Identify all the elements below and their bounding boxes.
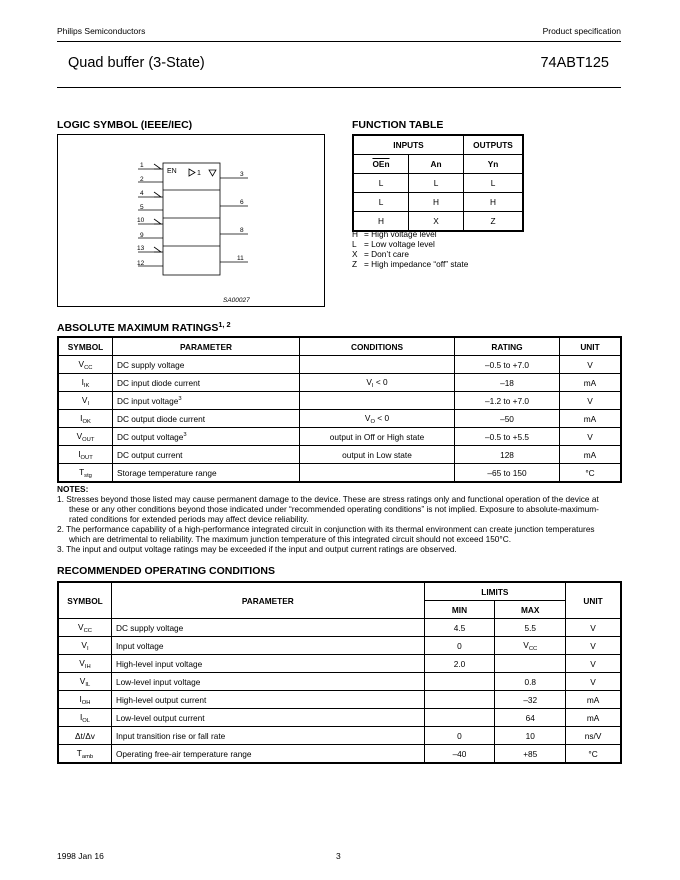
symbol: I bbox=[79, 711, 83, 722]
symbol-cell bbox=[58, 374, 113, 392]
symbol-cell bbox=[58, 709, 111, 727]
buffer-triangle-icon bbox=[189, 169, 195, 176]
cell: X bbox=[409, 212, 464, 232]
parameter-cell: Low-level input voltage bbox=[111, 673, 424, 691]
symbol-cell bbox=[58, 356, 113, 374]
parameter: DC output voltage bbox=[117, 431, 184, 442]
note: 3. The input and output voltage ratings may be exceeded if the input and output current ratings are observed. bbox=[57, 544, 457, 554]
min-cell bbox=[424, 691, 495, 709]
three-state-icon bbox=[209, 170, 216, 176]
function-table-heading: FUNCTION TABLE bbox=[352, 119, 444, 131]
symbol-cell bbox=[58, 446, 113, 464]
unit-cell: mA bbox=[566, 709, 621, 727]
conditions-cell bbox=[300, 446, 455, 464]
rating-cell: 128 bbox=[455, 446, 560, 464]
footer-date: 1998 Jan 16 bbox=[57, 851, 104, 861]
page-title: Quad buffer (3-State) bbox=[68, 55, 205, 71]
footer-page: 3 bbox=[336, 851, 341, 861]
symbol-cell bbox=[58, 464, 113, 483]
cell: Z bbox=[464, 212, 524, 232]
cell: H bbox=[353, 212, 409, 232]
col-oe-label: $\overline{OEn}$ bbox=[372, 159, 390, 169]
rating-cell: –65 to 150 bbox=[455, 464, 560, 483]
symbol: V bbox=[79, 657, 85, 668]
table-row bbox=[58, 727, 621, 745]
conditions: output in Off or High state bbox=[329, 431, 425, 442]
parameter: DC output current bbox=[117, 449, 183, 460]
unit-cell: V bbox=[560, 356, 622, 374]
max-cell bbox=[495, 619, 566, 637]
min-cell bbox=[424, 673, 495, 691]
input-pin: 5 bbox=[140, 204, 144, 211]
max-value: –32 bbox=[523, 694, 538, 705]
table-row bbox=[353, 193, 523, 212]
unit-cell: ns/V bbox=[566, 727, 621, 745]
min-cell bbox=[424, 709, 495, 727]
unit-cell: V bbox=[566, 673, 621, 691]
conditions-cell bbox=[300, 356, 455, 374]
table-row bbox=[58, 356, 621, 374]
conditions-rest: < 0 bbox=[374, 412, 390, 423]
symbol-sub: IL bbox=[85, 681, 91, 688]
table-row bbox=[58, 745, 621, 764]
max-value: 5.5 bbox=[524, 622, 537, 633]
cell: H bbox=[409, 193, 464, 212]
unit-cell: V bbox=[560, 428, 622, 446]
symbol-sub: OL bbox=[82, 717, 90, 724]
unit-cell: mA bbox=[560, 410, 622, 428]
table-row bbox=[58, 637, 621, 655]
rating-cell: –1.2 to +7.0 bbox=[455, 392, 560, 410]
output-pin: 3 bbox=[240, 171, 244, 178]
input-pin: 10 bbox=[137, 217, 145, 224]
logic-symbol-frame bbox=[57, 134, 325, 307]
symbol-sub: IH bbox=[84, 663, 91, 670]
cell: H bbox=[464, 193, 524, 212]
output-pin: 8 bbox=[240, 227, 244, 234]
col-oe bbox=[353, 155, 409, 174]
unit-cell: V bbox=[566, 637, 621, 655]
max-cell bbox=[495, 637, 566, 655]
symbol: Δt/Δv bbox=[75, 730, 95, 741]
conditions-cell bbox=[300, 374, 455, 392]
input-pin: 4 bbox=[140, 190, 144, 197]
symbol-sub: stg bbox=[84, 472, 92, 479]
group-inputs: INPUTS bbox=[353, 135, 464, 155]
output-pin: 6 bbox=[240, 199, 244, 206]
logic-symbol-heading: LOGIC SYMBOL (IEEE/IEC) bbox=[57, 119, 193, 131]
symbol: I bbox=[80, 412, 83, 423]
symbol-cell bbox=[58, 655, 111, 673]
enable-label: EN bbox=[167, 168, 177, 175]
parameter-cell bbox=[113, 374, 300, 392]
parameter-cell: DC supply voltage bbox=[111, 619, 424, 637]
parameter-cell bbox=[113, 392, 300, 410]
table-row bbox=[58, 619, 621, 637]
parameter-note-ref: 3 bbox=[178, 395, 182, 402]
symbol-cell bbox=[58, 428, 113, 446]
legend-key: L bbox=[352, 239, 357, 249]
max-cell bbox=[495, 745, 566, 764]
conditions: output in Low state bbox=[342, 449, 412, 460]
conditions-cell bbox=[300, 428, 455, 446]
symbol-sub: IK bbox=[83, 382, 90, 389]
symbol-cell bbox=[58, 691, 111, 709]
parameter-note-ref: 3 bbox=[183, 431, 187, 438]
header-rule bbox=[57, 41, 621, 42]
parameter-cell: Operating free-air temperature range bbox=[111, 745, 424, 764]
symbol-sub: I bbox=[87, 400, 90, 407]
col-min: MIN bbox=[424, 601, 495, 619]
title-rule bbox=[57, 87, 621, 88]
legend-key: X bbox=[352, 249, 358, 259]
rating-cell: –0.5 to +7.0 bbox=[455, 356, 560, 374]
symbol-sub: amb bbox=[81, 753, 94, 760]
symbol: V bbox=[76, 430, 83, 441]
conditions-sub: I bbox=[371, 382, 374, 389]
parameter-cell: High-level output current bbox=[111, 691, 424, 709]
unit-cell: °C bbox=[560, 464, 622, 483]
table-row bbox=[58, 464, 621, 483]
table-row bbox=[58, 655, 621, 673]
logic-symbol-diagram bbox=[58, 135, 324, 306]
symbol: I bbox=[79, 693, 82, 704]
col-rating: RATING bbox=[455, 337, 560, 356]
symbol: T bbox=[76, 747, 82, 758]
max-sub: CC bbox=[528, 645, 538, 652]
table-row bbox=[58, 392, 621, 410]
table-row bbox=[58, 428, 621, 446]
max-cell bbox=[495, 691, 566, 709]
rating-cell: –0.5 to +5.5 bbox=[455, 428, 560, 446]
abs-max-body bbox=[58, 356, 621, 483]
parameter-cell: Input voltage bbox=[111, 637, 424, 655]
symbol: V bbox=[81, 394, 88, 405]
parameter-cell: Low-level output current bbox=[111, 709, 424, 727]
col-unit: UNIT bbox=[560, 337, 622, 356]
abs-max-table bbox=[57, 336, 622, 483]
rec-op-body bbox=[58, 619, 621, 764]
symbol: T bbox=[79, 466, 85, 477]
conditions: V bbox=[366, 376, 372, 387]
symbol-cell bbox=[58, 673, 111, 691]
parameter: Storage temperature range bbox=[117, 467, 217, 478]
input-pin: 9 bbox=[140, 232, 144, 239]
unit-cell: mA bbox=[560, 446, 622, 464]
table-row bbox=[58, 691, 621, 709]
symbol-sub: OH bbox=[81, 699, 91, 706]
conditions-cell bbox=[300, 464, 455, 483]
note: 1. Stresses beyond those listed may cause permanent damage to the device. These are stress ratings only and functional operation of the device at these or any other conditions beyond those indicated under “recommended operating conditions” is not implied. Exposure to absolute-maximum-rated conditions for extended periods may affect device reliability. bbox=[57, 494, 599, 524]
parameter: DC output diode current bbox=[117, 413, 206, 424]
unit-cell: °C bbox=[566, 745, 621, 764]
symbol: I bbox=[78, 448, 81, 459]
abs-max-title: ABSOLUTE MAXIMUM RATINGS bbox=[57, 322, 219, 334]
symbol-sub: OK bbox=[82, 418, 91, 425]
col-y: Yn bbox=[464, 155, 524, 174]
rating-cell: –50 bbox=[455, 410, 560, 428]
parameter-cell bbox=[113, 410, 300, 428]
parameter: DC input diode current bbox=[117, 377, 201, 388]
group-outputs: OUTPUTS bbox=[464, 135, 524, 155]
symbol-sub: OUT bbox=[80, 454, 93, 461]
unit-cell: mA bbox=[560, 374, 622, 392]
symbol: V bbox=[78, 621, 84, 632]
symbol-cell bbox=[58, 637, 111, 655]
legend-row bbox=[352, 249, 468, 259]
unit-cell: mA bbox=[566, 691, 621, 709]
symbol: V bbox=[78, 358, 85, 369]
rec-op-heading: RECOMMENDED OPERATING CONDITIONS bbox=[57, 565, 275, 577]
symbol-cell bbox=[58, 392, 113, 410]
unit-cell: V bbox=[566, 655, 621, 673]
col-conditions: CONDITIONS bbox=[300, 337, 455, 356]
col-a: An bbox=[409, 155, 464, 174]
symbol: V bbox=[81, 639, 87, 650]
max-cell bbox=[495, 673, 566, 691]
legend-value: = Don’t care bbox=[364, 249, 409, 259]
input-pin: 1 bbox=[140, 162, 144, 169]
parameter-cell: Input transition rise or fall rate bbox=[111, 727, 424, 745]
col-symbol: SYMBOL bbox=[58, 582, 111, 619]
symbol-sub: OUT bbox=[82, 436, 95, 443]
max-cell bbox=[495, 655, 566, 673]
parameter: DC input voltage bbox=[117, 395, 179, 406]
col-unit: UNIT bbox=[566, 582, 621, 619]
parameter-cell bbox=[113, 464, 300, 483]
logic-block-outline bbox=[163, 163, 220, 275]
conditions-sub: O bbox=[370, 418, 375, 425]
input-pin: 13 bbox=[137, 245, 145, 252]
col-symbol: SYMBOL bbox=[58, 337, 113, 356]
legend-value: = High voltage level bbox=[364, 229, 437, 239]
parameter-cell: High-level input voltage bbox=[111, 655, 424, 673]
conditions-cell bbox=[300, 410, 455, 428]
max-value: 10 bbox=[525, 730, 535, 741]
col-max: MAX bbox=[495, 601, 566, 619]
symbol: V bbox=[79, 675, 86, 686]
cell: L bbox=[409, 174, 464, 193]
col-parameter: PARAMETER bbox=[113, 337, 300, 356]
unit-cell: V bbox=[566, 619, 621, 637]
legend-row bbox=[352, 259, 468, 269]
part-number: 74ABT125 bbox=[540, 55, 609, 71]
cell: L bbox=[353, 193, 409, 212]
parameter: DC supply voltage bbox=[117, 359, 185, 370]
col-parameter: PARAMETER bbox=[111, 582, 424, 619]
min-cell: 0 bbox=[424, 637, 495, 655]
symbol-sub: I bbox=[86, 645, 89, 652]
abs-max-heading-sup: 1, 2 bbox=[218, 320, 231, 329]
conditions-cell bbox=[300, 392, 455, 410]
parameter-cell bbox=[113, 428, 300, 446]
symbol-cell bbox=[58, 410, 113, 428]
function-table bbox=[352, 134, 524, 232]
legend-key: H bbox=[352, 229, 358, 239]
note: 2. The performance capability of a high-performance integrated circuit in conjunction with its thermal environment can create junction temperatures which are detrimental to reliability. The maximum junction temperature of this integrated circuit should not exceed 150°C. bbox=[57, 524, 595, 544]
notes bbox=[57, 484, 603, 554]
rec-op-table bbox=[57, 581, 622, 764]
symbol-sub: CC bbox=[84, 364, 93, 371]
function-table-legend bbox=[352, 229, 468, 269]
table-row bbox=[58, 374, 621, 392]
table-row bbox=[353, 174, 523, 193]
min-cell: –40 bbox=[424, 745, 495, 764]
legend-row bbox=[352, 229, 468, 239]
figure-id: SA00027 bbox=[223, 297, 250, 304]
cell: L bbox=[353, 174, 409, 193]
symbol-cell bbox=[58, 727, 111, 745]
legend-value: = Low voltage level bbox=[364, 239, 435, 249]
input-pin: 2 bbox=[140, 176, 144, 183]
table-row bbox=[58, 673, 621, 691]
max-value: V bbox=[523, 639, 529, 650]
conditions: V bbox=[364, 412, 371, 423]
output-pin: 11 bbox=[237, 255, 244, 262]
header-doc-type: Product specification bbox=[542, 26, 621, 36]
symbol-cell bbox=[58, 619, 111, 637]
symbol-cell bbox=[58, 745, 111, 764]
header-company: Philips Semiconductors bbox=[57, 26, 146, 36]
symbol: I bbox=[81, 376, 84, 387]
parameter-cell bbox=[113, 446, 300, 464]
max-value: 0.8 bbox=[524, 676, 537, 687]
abs-max-heading bbox=[57, 320, 231, 334]
table-row bbox=[58, 709, 621, 727]
min-cell: 2.0 bbox=[424, 655, 495, 673]
table-row bbox=[58, 446, 621, 464]
buffer-label: 1 bbox=[197, 170, 201, 177]
cell: L bbox=[464, 174, 524, 193]
min-cell: 4.5 bbox=[424, 619, 495, 637]
notes-title: NOTES: bbox=[57, 484, 89, 494]
max-cell bbox=[495, 727, 566, 745]
max-value: 64 bbox=[525, 712, 535, 723]
input-pin: 12 bbox=[137, 260, 145, 267]
legend-row bbox=[352, 239, 468, 249]
max-value: +85 bbox=[523, 748, 538, 759]
symbol-sub: CC bbox=[83, 627, 92, 634]
legend-value: = High impedance “off” state bbox=[364, 259, 469, 269]
rating-cell: –18 bbox=[455, 374, 560, 392]
max-cell bbox=[495, 709, 566, 727]
table-row bbox=[58, 410, 621, 428]
unit-cell: V bbox=[560, 392, 622, 410]
min-cell: 0 bbox=[424, 727, 495, 745]
parameter-cell bbox=[113, 356, 300, 374]
col-limits: LIMITS bbox=[424, 582, 566, 601]
conditions-rest: < 0 bbox=[373, 376, 388, 387]
legend-key: Z bbox=[352, 259, 358, 269]
